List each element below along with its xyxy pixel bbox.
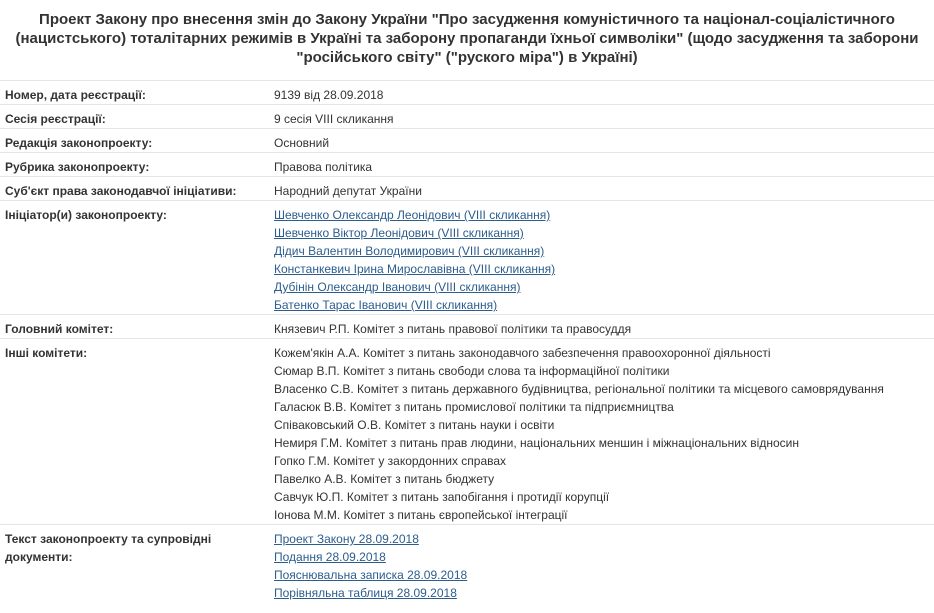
- initiator-link[interactable]: Шевченко Віктор Леонідович (VIII скликання): [274, 226, 524, 240]
- row-subject-value: Народний депутат України: [274, 184, 422, 198]
- row-documents: [0, 524, 934, 613]
- row-main-committee-label: Головний комітет:: [5, 322, 114, 336]
- row-edition-value: Основний: [274, 136, 330, 150]
- row-rubric: [0, 152, 934, 177]
- initiator-link[interactable]: Батенко Тарас Іванович (VIII скликання): [274, 298, 498, 312]
- row-edition-label: Редакція законопроекту:: [5, 136, 153, 150]
- committee-item: Співаковський О.В. Комітет з питань науки і освіти: [274, 418, 555, 432]
- row-initiators-label: Ініціатор(и) законопроекту:: [5, 208, 167, 222]
- document-link[interactable]: Подання 28.09.2018: [274, 550, 386, 564]
- committee-item: Павелко А.В. Комітет з питань бюджету: [274, 472, 495, 486]
- other-committees-list: [274, 344, 929, 524]
- committee-item: Сюмар В.П. Комітет з питань свободи слова та інформаційної політики: [274, 364, 670, 378]
- committee-item: Іонова М.М. Комітет з питань європейської інтеграції: [274, 508, 568, 522]
- committee-item: Власенко С.В. Комітет з питань державного будівництва, регіональної політики та місцевого самоврядування: [274, 382, 884, 396]
- row-subject-label: Суб'єкт права законодавчої ініціативи:: [5, 184, 237, 198]
- document-link[interactable]: Проект Закону 28.09.2018: [274, 532, 419, 546]
- row-other-committees: [0, 338, 934, 525]
- bill-title: Проект Закону про внесення змін до Закону України "Про засудження комуністичного та націонал-соціалістичного (нацистського) тоталітарних режимів в Україні та заборону пропаганди їхньої символіки" (щодо засудження та заборони "російського світу" ("руского міра") в Україні): [15, 11, 919, 66]
- document-link[interactable]: Порівняльна таблиця 28.09.2018: [274, 586, 457, 600]
- row-number-label: Номер, дата реєстрації:: [5, 88, 146, 102]
- documents-list: [274, 530, 929, 602]
- committee-item: Немиря Г.М. Комітет з питань прав людини, національних меншин і міжнаціональних відносин: [274, 436, 799, 450]
- row-main-committee: [0, 314, 934, 339]
- row-rubric-label: Рубрика законопроекту:: [5, 160, 150, 174]
- row-edition: [0, 128, 934, 153]
- row-main-committee-value: Князевич Р.П. Комітет з питань правової політики та правосуддя: [274, 322, 632, 336]
- row-documents-label: Текст законопроекту та супровідні документи:: [5, 532, 212, 564]
- initiator-link[interactable]: Дубінін Олександр Іванович (VIII скликання): [274, 280, 521, 294]
- committee-item: Гопко Г.М. Комітет у закордонних справах: [274, 454, 507, 468]
- committee-item: Галасюк В.В. Комітет з питань промислової політики та підприємництва: [274, 400, 674, 414]
- initiator-link[interactable]: Шевченко Олександр Леонідович (VIII скликання): [274, 208, 551, 222]
- initiator-link[interactable]: Констанкевич Ірина Мирославівна (VIII скликання): [274, 262, 556, 276]
- row-initiators: [0, 200, 934, 315]
- row-number: [0, 80, 934, 105]
- committee-item: Кожем'якін А.А. Комітет з питань законодавчого забезпечення правоохоронної діяльності: [274, 346, 771, 360]
- initiators-list: [274, 206, 929, 314]
- row-other-committees-label: Інші комітети:: [5, 346, 88, 360]
- row-subject: [0, 176, 934, 201]
- committee-item: Савчук Ю.П. Комітет з питань запобігання і протидії корупції: [274, 490, 610, 504]
- row-number-value: 9139 від 28.09.2018: [274, 88, 384, 102]
- row-session: [0, 104, 934, 129]
- initiator-link[interactable]: Дідич Валентин Володимирович (VIII скликання): [274, 244, 545, 258]
- row-rubric-value: Правова політика: [274, 160, 373, 174]
- row-session-value: 9 сесія VIII скликання: [274, 112, 394, 126]
- row-session-label: Сесія реєстрації:: [5, 112, 106, 126]
- document-link[interactable]: Пояснювальна записка 28.09.2018: [274, 568, 468, 582]
